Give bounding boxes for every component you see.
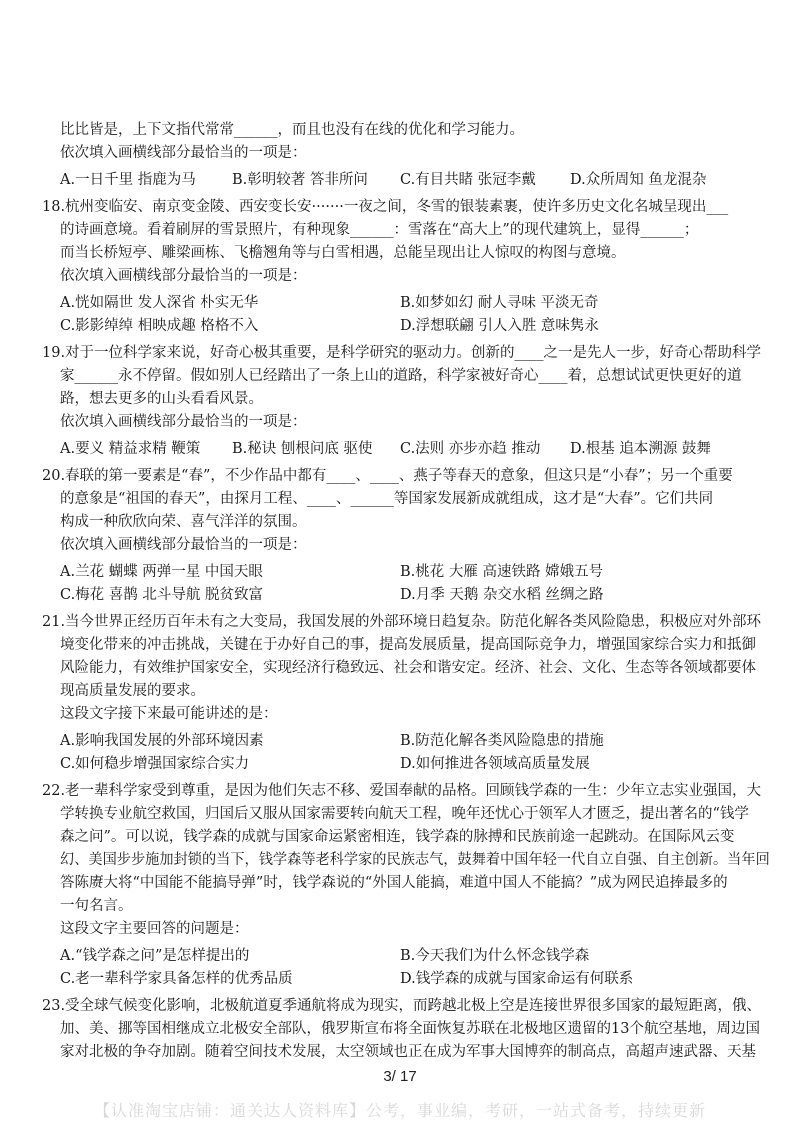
text-line: 路，想去更多的山头看看风景。 xyxy=(60,391,263,407)
option-c[interactable]: C.法则 亦步亦趋 推动 xyxy=(400,441,541,457)
option-d[interactable]: D.浮想联翩 引人入胜 意味隽永 xyxy=(400,318,599,334)
option-c[interactable]: C.有目共睹 张冠李戴 xyxy=(400,172,536,188)
text-line: 幻、美国步步施加封锁的当下，钱学森等老科学家的民族志气，鼓舞着中国年轻一代自立自强、自主创新。当年回 xyxy=(60,852,770,868)
text-line: 家对北极的争夺加剧。随着空间技术发展，太空领域也正在成为军事大国博弈的制高点，高超声速武器、天基 xyxy=(60,1044,756,1060)
option-c[interactable]: C.梅花 喜鹊 北斗导航 脱贫致富 xyxy=(60,587,264,603)
option-b[interactable]: B.桃花 大雁 高速铁路 嫦娥五号 xyxy=(400,564,604,580)
question-19-text: 19.对于一位科学家来说，好奇心极其重要，是科学研究的驱动力。创新的____之一是先人一步，好奇心帮助科学 xyxy=(42,345,762,361)
option-d[interactable]: D.钱学森的成就与国家命运有何联系 xyxy=(400,971,634,987)
question-prompt: 依次填入画横线部分最恰当的一项是： xyxy=(60,145,307,161)
option-b[interactable]: B.秘诀 刨根问底 驱使 xyxy=(232,441,373,457)
option-c[interactable]: C.如何稳步增强国家综合实力 xyxy=(60,756,250,772)
question-prompt: 这段文字接下来最可能讲述的是： xyxy=(60,706,278,722)
option-b[interactable]: B.今天我们为什么怀念钱学森 xyxy=(400,948,590,964)
question-prompt: 依次填入画横线部分最恰当的一项是： xyxy=(60,537,307,553)
option-a[interactable]: A.一日千里 指鹿为马 xyxy=(60,172,196,188)
text-line: 现高质量发展的要求。 xyxy=(60,683,205,699)
page-number: 3/ 17 xyxy=(383,1068,417,1085)
text-line: 加、美、挪等国相继成立北极安全部队，俄罗斯宣布将全面恢复苏联在北极地区遗留的13个航空基地，周边国 xyxy=(60,1021,760,1037)
option-c[interactable]: C.老一辈科学家具备怎样的优秀品质 xyxy=(60,971,293,987)
text-line: 的意象是“祖国的春天”，由探月工程、____、______等国家发展新成就组成，这才是“大春”。它们共同 xyxy=(60,491,714,507)
question-prompt: 这段文字主要回答的问题是： xyxy=(60,921,249,937)
option-a[interactable]: A.恍如隔世 发人深省 朴实无华 xyxy=(60,295,259,311)
option-b[interactable]: B.如梦如幻 耐人寻味 平淡无奇 xyxy=(400,295,599,311)
option-d[interactable]: D.月季 天鹅 杂交水稻 丝绸之路 xyxy=(400,587,604,603)
option-a[interactable]: A.影响我国发展的外部环境因素 xyxy=(60,733,264,749)
text-line: 一句名言。 xyxy=(60,898,133,914)
option-c[interactable]: C.影影绰绰 相映成趣 格格不入 xyxy=(60,318,259,334)
question-23-text: 23.受全球气候变化影响，北极航道夏季通航将成为现实，而跨越北极上空是连接世界很多国家的最短距离，俄、 xyxy=(42,998,762,1014)
option-b[interactable]: B.彰明较著 答非所问 xyxy=(232,172,368,188)
text-line: 家______永不停留。假如别人已经踏出了一条上山的道路，科学家被好奇心____着，总想试试更快更好的道 xyxy=(60,368,742,384)
text-line: 森之问”。可以说，钱学森的成就与国家命运紧密相连，钱学森的脉搏和民族前途一起跳动。在国际风云变 xyxy=(60,829,735,845)
option-a[interactable]: A.“钱学森之问”是怎样提出的 xyxy=(60,948,250,964)
text-line: 比比皆是，上下文指代常常______，而且也没有在线的优化和学习能力。 xyxy=(60,122,524,138)
watermark: 【认准淘宝店铺：通关达人资料库】公考，事业编，考研，一站式备考，持续更新 xyxy=(93,1101,706,1120)
option-a[interactable]: A.兰花 蝴蝶 两弹一星 中国天眼 xyxy=(60,564,263,580)
question-21-text: 21.当今世界正经历百年未有之大变局，我国发展的外部环境日趋复杂。防范化解各类风险隐患，积极应对外部环 xyxy=(42,614,762,630)
option-d[interactable]: D.众所周知 鱼龙混杂 xyxy=(570,172,707,188)
text-line: 境变化带来的冲击挑战，关键在于办好自己的事，提高发展质量，提高国际竞争力，增强国家综合实力和抵御 xyxy=(60,637,756,653)
text-line: 而当长桥短亭、雕梁画栋、飞檐翘角等与白雪相遇，总能呈现出让人惊叹的构图与意境。 xyxy=(60,245,626,261)
text-line: 学转换专业航空救国，归国后又服从国家需要转向航天工程，晚年还忧心于领军人才匮乏，提出著名的“钱学 xyxy=(60,806,749,822)
option-a[interactable]: A.要义 精益求精 鞭策 xyxy=(60,441,201,457)
text-line: 的诗画意境。看着刷屏的雪景照片，有种现象______：雪落在“高大上”的现代建筑上，显得______； xyxy=(60,222,699,238)
question-20-text: 20.春联的第一要素是“春”，不少作品中都有____、____、燕子等春天的意象，但这只是“小春”；另一个重要 xyxy=(42,468,733,484)
question-prompt: 依次填入画横线部分最恰当的一项是： xyxy=(60,414,307,430)
question-18-text: 18.杭州变临安、南京变金陵、西安变长安·······一夜之间，冬雪的银装素裹，使许多历史文化名城呈现出___ xyxy=(42,199,729,215)
option-d[interactable]: D.如何推进各领域高质量发展 xyxy=(400,756,590,772)
question-22-text: 22.老一辈科学家受到尊重，是因为他们矢志不移、爱国奉献的品格。回顾钱学森的一生：少年立志实业强国，大 xyxy=(42,783,762,799)
text-line: 构成一种欣欣向荣、喜气洋洋的氛围。 xyxy=(60,514,307,530)
text-line: 答陈赓大将“中国能不能搞导弹”时，钱学森说的“外国人能搞，难道中国人不能搞？”成为网民追捧最多的 xyxy=(60,875,728,891)
option-b[interactable]: B.防范化解各类风险隐患的措施 xyxy=(400,733,604,749)
text-line: 风险能力，有效维护国家安全，实现经济行稳致远、社会和谐安定。经济、社会、文化、生态等各领域都要体 xyxy=(60,660,756,676)
question-prompt: 依次填入画横线部分最恰当的一项是： xyxy=(60,268,307,284)
option-d[interactable]: D.根基 追本溯源 鼓舞 xyxy=(570,441,711,457)
